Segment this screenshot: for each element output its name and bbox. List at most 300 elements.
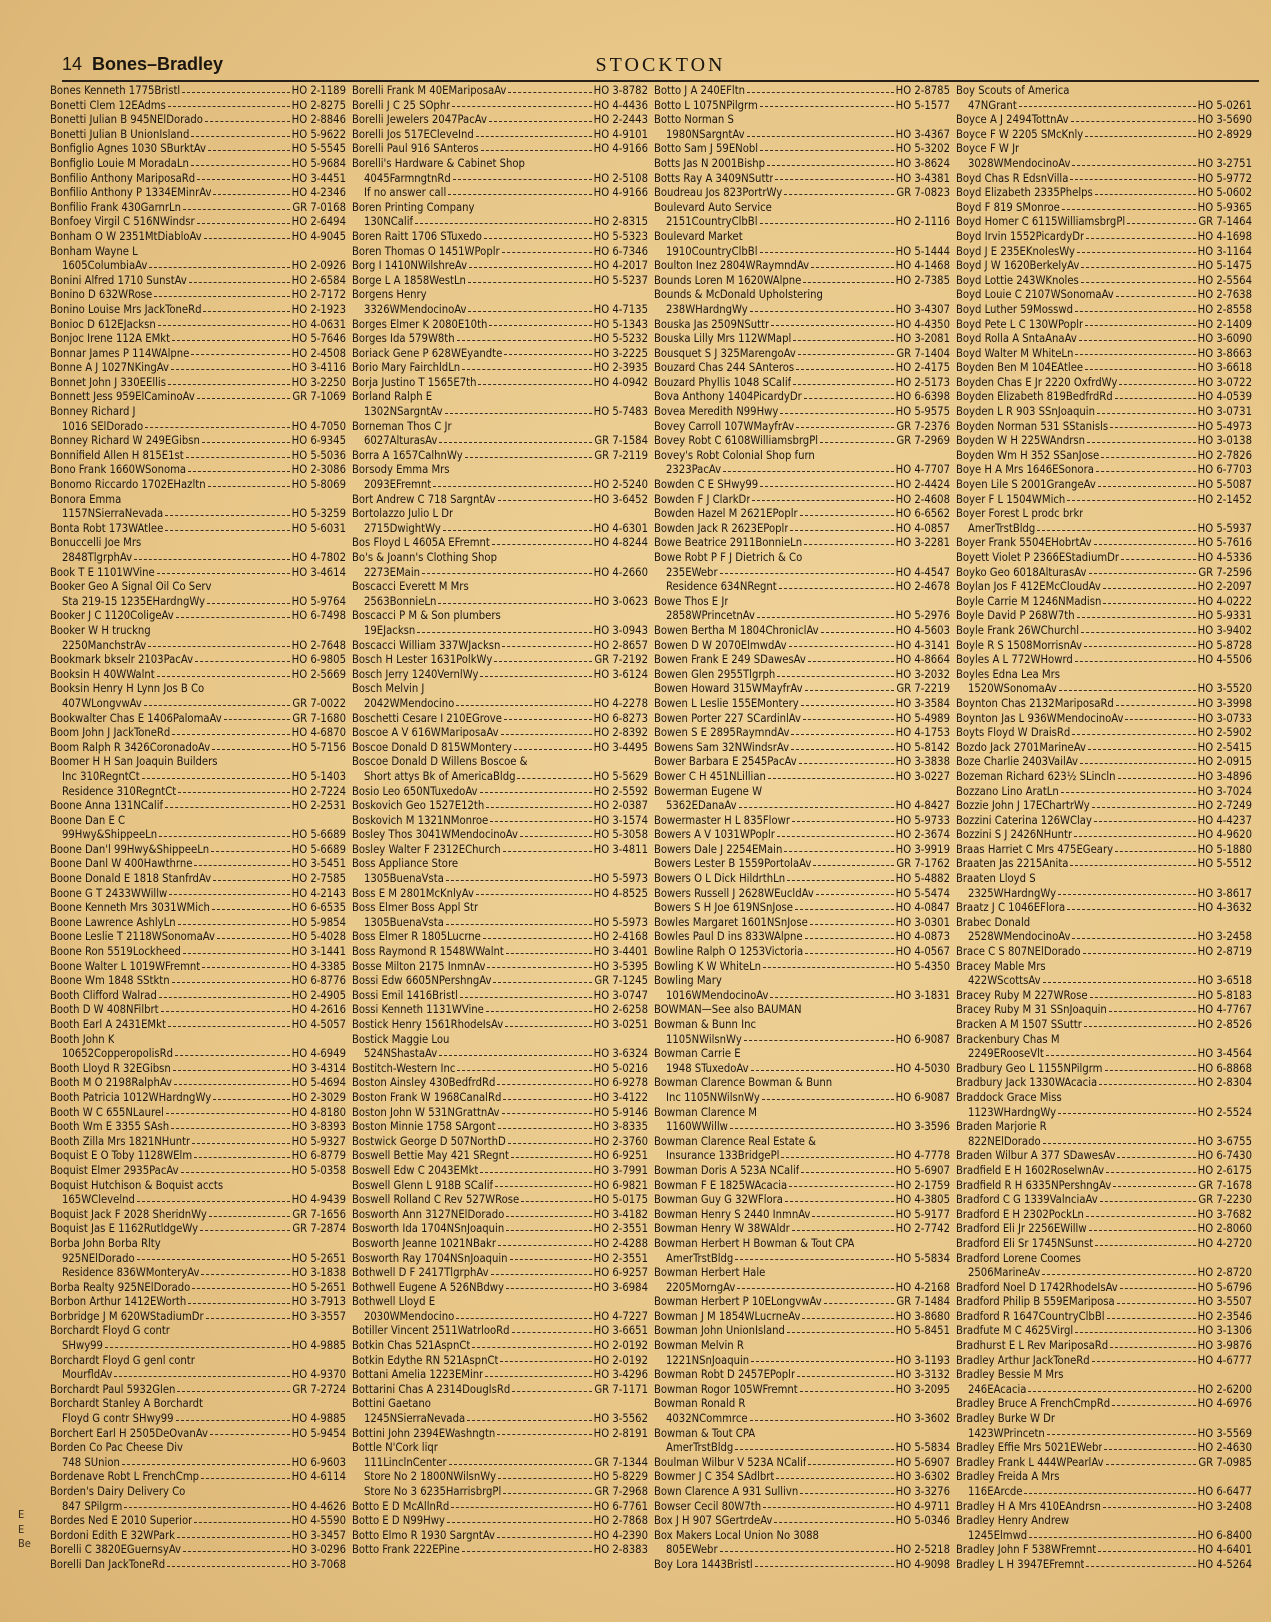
listing-entry [654,142,956,157]
listing-entry [956,186,1258,201]
entry-name: Bowen Bertha M 1804ChroniclAv [654,623,819,637]
entry-name: Bonham O W 2351MtDiabloAv [50,229,202,243]
listing-entry [50,1062,352,1077]
leader-dashes [502,646,591,647]
leader-dashes [451,1507,591,1508]
entry-name: Bosley Walter F 2312EChurch [352,842,501,856]
leader-dashes [521,1201,591,1202]
phone-number: HO 2-3551 [593,1222,648,1236]
phone-number: HO 6-9278 [593,1076,648,1090]
phone-number: HO 2-7249 [1197,799,1252,813]
leader-dashes [169,894,289,895]
entry-name: Bowen D W 2070ElmwdAv [654,638,787,652]
listing-entry [956,201,1258,216]
listing-entry [50,785,352,800]
phone-number: HO 2-4678 [895,580,950,594]
leader-dashes [1086,1216,1196,1217]
leader-dashes [784,194,894,195]
entry-name: Bonetti Julian B UnionIsland [50,127,190,141]
phone-number: HO 4-8525 [593,886,648,900]
leader-dashes [784,851,893,852]
entry-name: Boss Elmer Boss Appl Str [352,901,479,915]
leader-dashes [1103,603,1195,604]
entry-name: 1980NSargntAv [666,127,745,141]
phone-number: HO 4-7227 [593,1309,648,1323]
entry-name: Boquist E O Toby 1128WElm [50,1149,193,1163]
phone-number: HO 3-8393 [291,1120,346,1134]
phone-number: HO 5-5087 [1197,478,1252,492]
listing-entry [956,1208,1258,1223]
listing-entry [654,1120,956,1135]
entry-name: Boyd Lottie 243WKnoles [956,273,1079,287]
entry-name: Bosch H Lester 1631PolkWy [352,653,493,667]
listing-entry [654,1281,956,1296]
entry-name: Bookwalter Chas E 1406PalomaAv [50,711,222,725]
leader-dashes [1072,734,1195,735]
leader-dashes [154,296,289,297]
entry-name: Bradley L H 3947EFremnt [956,1557,1085,1571]
entry-name: Boudreau Jos 823PortrWy [654,186,783,200]
listing-heading [352,463,654,478]
entry-name: Borba John Borba Rlty [50,1236,161,1250]
leader-dashes [1086,238,1196,239]
entry-name: 1221NSnJoaquin [666,1353,750,1367]
leader-dashes [457,340,592,341]
phone-number: HO 4-4237 [1197,813,1252,827]
listing-heading [654,595,956,610]
phone-number: HO 3-4296 [593,1368,648,1382]
leader-dashes [1089,1230,1196,1231]
phone-number: HO 3-2408 [1197,1499,1252,1513]
leader-dashes [178,792,289,793]
listing-entry [50,113,352,128]
entry-name: 2325WHardngWy [968,886,1057,900]
phone-number: HO 5-0602 [1197,186,1252,200]
entry-name: Bonfoey Virgil C 516NWindsr [50,215,195,229]
entry-name: Floyd G contr SHwy99 [62,1412,174,1426]
entry-name: Borden's Dairy Delivery Co [50,1485,186,1498]
leader-dashes [181,1172,290,1173]
leader-dashes [757,617,894,618]
phone-number: HO 4-4626 [291,1499,346,1513]
listing-entry [352,230,654,245]
phone-number: HO 2-8392 [593,726,648,740]
phone-number: HO 3-0733 [1197,711,1252,725]
entry-name: Botto Elmo R 1930 SargntAv [352,1528,496,1542]
listing-entry [50,449,352,464]
listing-heading [956,1120,1258,1135]
leader-dashes [158,325,290,326]
entry-name: Booth Patricia 1012WHardngWy [50,1090,212,1104]
listing-heading [956,1033,1258,1048]
leader-dashes [1075,311,1196,312]
entry-name: AmerTrstBldg [666,1251,734,1265]
listing-entry [50,639,352,654]
leader-dashes [224,719,291,720]
phone-number: HO 2-8657 [593,638,648,652]
entry-name: Bottini Gaetano [352,1397,431,1411]
phone-number: HO 3-4811 [593,842,648,856]
listing-entry [50,84,352,99]
listing-entry [654,522,956,537]
entry-name: 1157NSierraNevada [62,507,164,521]
phone-number: HO 5-6031 [291,521,346,535]
listing-heading [352,857,654,872]
phone-number: HO 4-4547 [895,565,950,579]
listing-entry [654,1208,956,1223]
listing-entry [654,1252,956,1267]
phone-number: HO 4-3141 [895,638,950,652]
leader-dashes [737,1288,893,1289]
listing-heading [654,288,956,303]
entry-name: Borchardt Floyd G contr [50,1324,170,1338]
phone-number: HO 6-9345 [291,434,346,448]
phone-number: GR 7-1344 [594,1455,648,1469]
entry-name: Bottani Amelia 1223EMinr [352,1368,484,1382]
leader-dashes [787,880,894,881]
leader-dashes [747,136,894,137]
listing-heading [352,580,654,595]
leader-dashes [781,1157,893,1158]
phone-number: HO 2-3551 [593,1251,648,1265]
entry-name: Bowe Robt P F J Dietrich & Co [654,551,803,564]
leader-dashes [800,515,894,516]
entry-name: Bonfiglio Louie M MoradaLn [50,156,189,170]
entry-name: 4032NCommrce [666,1412,748,1426]
phone-number: HO 2-7385 [895,273,950,287]
listing-entry [50,172,352,187]
entry-name: Boone Lawrence AshlyLn [50,915,176,929]
entry-name: Boyd Pete L C 130WPoplr [956,317,1084,331]
leader-dashes [1118,778,1196,779]
leader-dashes [500,1361,591,1362]
listing-entry [352,566,654,581]
phone-number: HO 5-0346 [895,1514,950,1528]
listing-entry [50,566,352,581]
listing-entry [352,274,654,289]
entry-name: Bowman Doris A 523A NCalif [654,1163,800,1177]
listing-heading [352,1295,654,1310]
entry-name: Boyle Carrie M 1246NMadisn [956,594,1102,608]
leader-dashes [808,661,894,662]
entry-name: Bowers Dale J 2254EMain [654,842,783,856]
listing-heading [50,1441,352,1456]
entry-name: Boomer H H San Joaquin Builders [50,755,218,769]
phone-number: HO 4-5057 [291,1018,346,1031]
leader-dashes [212,909,290,910]
listing-entry [50,726,352,741]
phone-number: HO 3-3838 [895,755,950,769]
leader-dashes [201,1478,290,1479]
listing-columns [50,84,1260,1614]
leader-dashes [189,282,290,283]
entry-name: Borio Mary FairchldLn [352,361,461,375]
name-range: Bones–Bradley [92,54,224,74]
phone-number: HO 2-5669 [291,667,346,681]
entry-name: 2848TlgrphAv [62,551,133,564]
leader-dashes [1098,1551,1196,1552]
phone-number: HO 3-7024 [1197,784,1252,798]
leader-dashes [1086,1566,1195,1567]
entry-name: 3028WMendocinoAv [968,156,1071,170]
entry-name: 2151CountryClbBl [666,215,758,229]
phone-number: HO 5-6907 [895,1163,950,1177]
phone-number: HO 4-9711 [895,1499,950,1513]
leader-dashes [149,267,289,268]
phone-number: HO 5-9177 [895,1207,950,1221]
entry-name: Boyden Norman 531 SStanisls [956,419,1109,433]
phone-number: HO 2-1759 [895,1178,950,1192]
phone-number: GR 7-2874 [292,1222,346,1236]
phone-number: HO 3-6452 [593,492,648,506]
leader-dashes [1071,121,1196,122]
listing-entry [50,1252,352,1267]
listing-entry [352,1456,654,1471]
listing-entry [654,1485,956,1500]
leader-dashes [457,1070,591,1071]
phone-number: HO 6-9087 [895,1032,950,1046]
listing-entry [50,551,352,566]
listing-entry [654,857,956,872]
leader-dashes [1098,486,1196,487]
listing-heading [654,1237,956,1252]
listing-entry [352,741,654,756]
listing-entry [956,318,1258,333]
listing-entry [352,1222,654,1237]
phone-number: HO 2-3086 [291,463,346,477]
listing-entry [654,1543,956,1558]
leader-dashes [1058,894,1196,895]
leader-dashes [206,1318,290,1319]
phone-number: HO 5-1444 [895,244,950,258]
entry-name: 407WLongvwAv [62,696,142,710]
leader-dashes [480,676,591,677]
entry-name: Brabec Donald [956,915,1031,929]
listing-entry [654,1354,956,1369]
leader-dashes [1095,194,1196,195]
phone-number: HO 3-3998 [1197,696,1252,710]
phone-number: HO 3-5395 [593,959,648,973]
leader-dashes [456,1318,591,1319]
entry-name: Borelli Dan JackToneRd [50,1557,166,1571]
phone-number: HO 4-8244 [593,536,648,550]
listing-entry [956,712,1258,727]
phone-number: HO 2-5592 [593,784,648,798]
leader-dashes [1070,865,1195,866]
phone-number: HO 2-5108 [593,171,648,185]
leader-dashes [161,1011,290,1012]
phone-number: HO 5-2651 [291,1251,346,1265]
leader-dashes [439,1055,591,1056]
leader-dashes [148,646,289,647]
leader-dashes [795,909,894,910]
phone-number: HO 5-9331 [1197,609,1252,623]
phone-number: HO 2-5524 [1197,1105,1252,1119]
entry-name: Bonjoc Irene 112A EMkt [50,332,171,346]
entry-name: 1160WWillw [666,1120,728,1134]
entry-name: Bowers Lester B 1559PortolaAv [654,857,812,871]
listing-entry [352,960,654,975]
entry-name: Botto Sam J 59ENobl [654,142,759,156]
entry-name: Bradbury Geo L 1155NPilgrm [956,1061,1103,1075]
listing-entry [654,493,956,508]
listing-entry [654,274,956,289]
entry-name: Bradford Eli Jr 2256EWillw [956,1222,1087,1236]
entry-name: Braddock Grace Miss [956,1090,1062,1104]
leader-dashes [481,150,592,151]
phone-number: HO 3-0943 [593,623,648,637]
listing-entry [50,1543,352,1558]
listing-entry [654,1091,956,1106]
listing-entry [956,1018,1258,1033]
listing-entry [956,551,1258,566]
entry-name: Bosley Thos 3041WMendocinoAv [352,828,518,842]
phone-number: HO 3-3596 [895,1120,950,1134]
phone-number: HO 2-6584 [291,273,346,287]
listing-entry [956,566,1258,581]
column-3 [654,84,956,1614]
leader-dashes [207,603,290,604]
phone-number: HO 2-0192 [593,1353,648,1367]
phone-number: HO 5-5474 [895,886,950,900]
listing-heading [352,390,654,405]
leader-dashes [191,354,289,355]
entry-name: Bonino Louise Mrs JackToneRd [50,302,202,316]
listing-entry [654,405,956,420]
listing-entry [352,989,654,1004]
phone-number: HO 2-7224 [291,784,346,798]
entry-name: Bothwell Lloyd E [352,1295,436,1309]
phone-number: HO 4-0857 [895,521,950,535]
entry-name: Bowens Sam 32NWindsrAv [654,740,790,754]
listing-entry [956,1427,1258,1442]
phone-number: HO 5-9327 [291,1134,346,1148]
phone-number: HO 4-0873 [895,930,950,944]
entry-name: Bonta Robt 173WAtlee [50,521,164,535]
entry-name: Boyden Chas E Jr 2220 OxfrdWy [956,375,1118,389]
entry-name: Botts Jas N 2001Bishp [654,156,766,170]
entry-name: Boyer Forest L prodc brkr [956,507,1084,521]
leader-dashes [785,1201,894,1202]
entry-name: Sta 219-15 1235EHardngWy [62,594,206,608]
leader-dashes [446,924,592,925]
listing-entry [352,99,654,114]
listing-entry [352,1543,654,1558]
entry-name: Boston John W 531NGrattnAv [352,1105,500,1119]
leader-dashes [720,573,894,574]
entry-name: Boone Kenneth Mrs 3031WMich [50,901,210,915]
listing-entry [956,303,1258,318]
listing-entry [352,318,654,333]
phone-number: GR 7-1404 [896,346,950,360]
entry-name: Bradford Eli Sr 1745NSunst [956,1236,1094,1250]
listing-entry [956,1339,1258,1354]
listing-entry [654,639,956,654]
leader-dashes [771,325,893,326]
entry-name: 847 SPilgrm [62,1499,123,1513]
phone-number: GR 7-1245 [594,974,648,988]
leader-dashes [790,530,893,531]
entry-name: Borelli J C 25 SOphr [352,98,451,112]
entry-name: Boscoe Donald D Willens Boscoe & [352,755,528,769]
listing-entry [50,1208,352,1223]
leader-dashes [497,1084,591,1085]
leader-dashes [495,1186,592,1187]
phone-number: HO 4-9101 [593,127,648,141]
phone-number: HO 2-4630 [1197,1441,1252,1455]
phone-number: HO 5-9622 [291,127,346,141]
listing-heading [352,1033,654,1048]
phone-number: HO 4-9166 [593,142,648,156]
leader-dashes [208,150,290,151]
phone-number: HO 5-1343 [593,317,648,331]
entry-name: Bracey Mable Mrs [956,959,1046,973]
leader-dashes [1117,1157,1195,1158]
listing-entry [654,1164,956,1179]
entry-name: Boyko Geo 6018AlturasAv [956,565,1087,579]
entry-name: Bradley Frank L 444WPearlAv [956,1455,1104,1469]
entry-name: Borg I 1410NWilshreAv [352,259,468,273]
leader-dashes [191,165,290,166]
listing-entry [654,434,956,449]
leader-dashes [1085,136,1195,137]
entry-name: Boyce A J 2494TottnAv [956,113,1069,127]
entry-name: Boscoe A V 616WMariposaAv [352,726,499,740]
listing-entry [50,332,352,347]
leader-dashes [183,209,290,210]
listing-entry [50,595,352,610]
leader-dashes [1106,1172,1196,1173]
leader-dashes [803,282,893,283]
leader-dashes [1092,1361,1196,1362]
phone-number: GR 7-1464 [1198,215,1252,229]
phone-number: HO 3-9402 [1197,623,1252,637]
entry-name: Boy Scouts of America [956,84,1070,97]
leader-dashes [793,340,893,341]
entry-name: 1520WSonomaAv [968,682,1057,696]
phone-number: HO 2-8383 [593,1543,648,1557]
phone-number: HO 3-0296 [291,1543,346,1557]
phone-number: HO 2-7742 [895,1222,950,1236]
phone-number: GR 7-2596 [1198,565,1252,579]
entry-name: Boyd J W 1620BerkelyAv [956,259,1080,273]
leader-dashes [821,632,894,633]
entry-name: Bostwick George D 507NorthD [352,1134,506,1148]
listing-entry [50,390,352,405]
leader-dashes [489,325,591,326]
entry-name: Bradford Lorene Coomes [956,1251,1081,1265]
listing-entry [956,1543,1258,1558]
entry-name: 5362EDanaAv [666,799,737,813]
listing-entry [654,653,956,668]
listing-entry [654,712,956,727]
phone-number: HO 3-2095 [895,1382,950,1396]
phone-number: HO 6-7703 [1197,463,1252,477]
entry-name: 111LinclnCenter [364,1455,447,1469]
leader-dashes [443,530,592,531]
leader-dashes [813,865,894,866]
entry-name: Bradley Effie Mrs 5021EWebr [956,1441,1103,1455]
phone-number: HO 3-4314 [291,1061,346,1075]
leader-dashes [465,457,593,458]
phone-number: HO 3-3584 [895,696,950,710]
leader-dashes [134,559,290,560]
phone-number: HO 3-3276 [895,1485,950,1498]
leader-dashes [779,588,894,589]
listing-heading [352,682,654,697]
listing-heading [956,1412,1258,1427]
phone-number: GR 7-1762 [896,857,950,871]
